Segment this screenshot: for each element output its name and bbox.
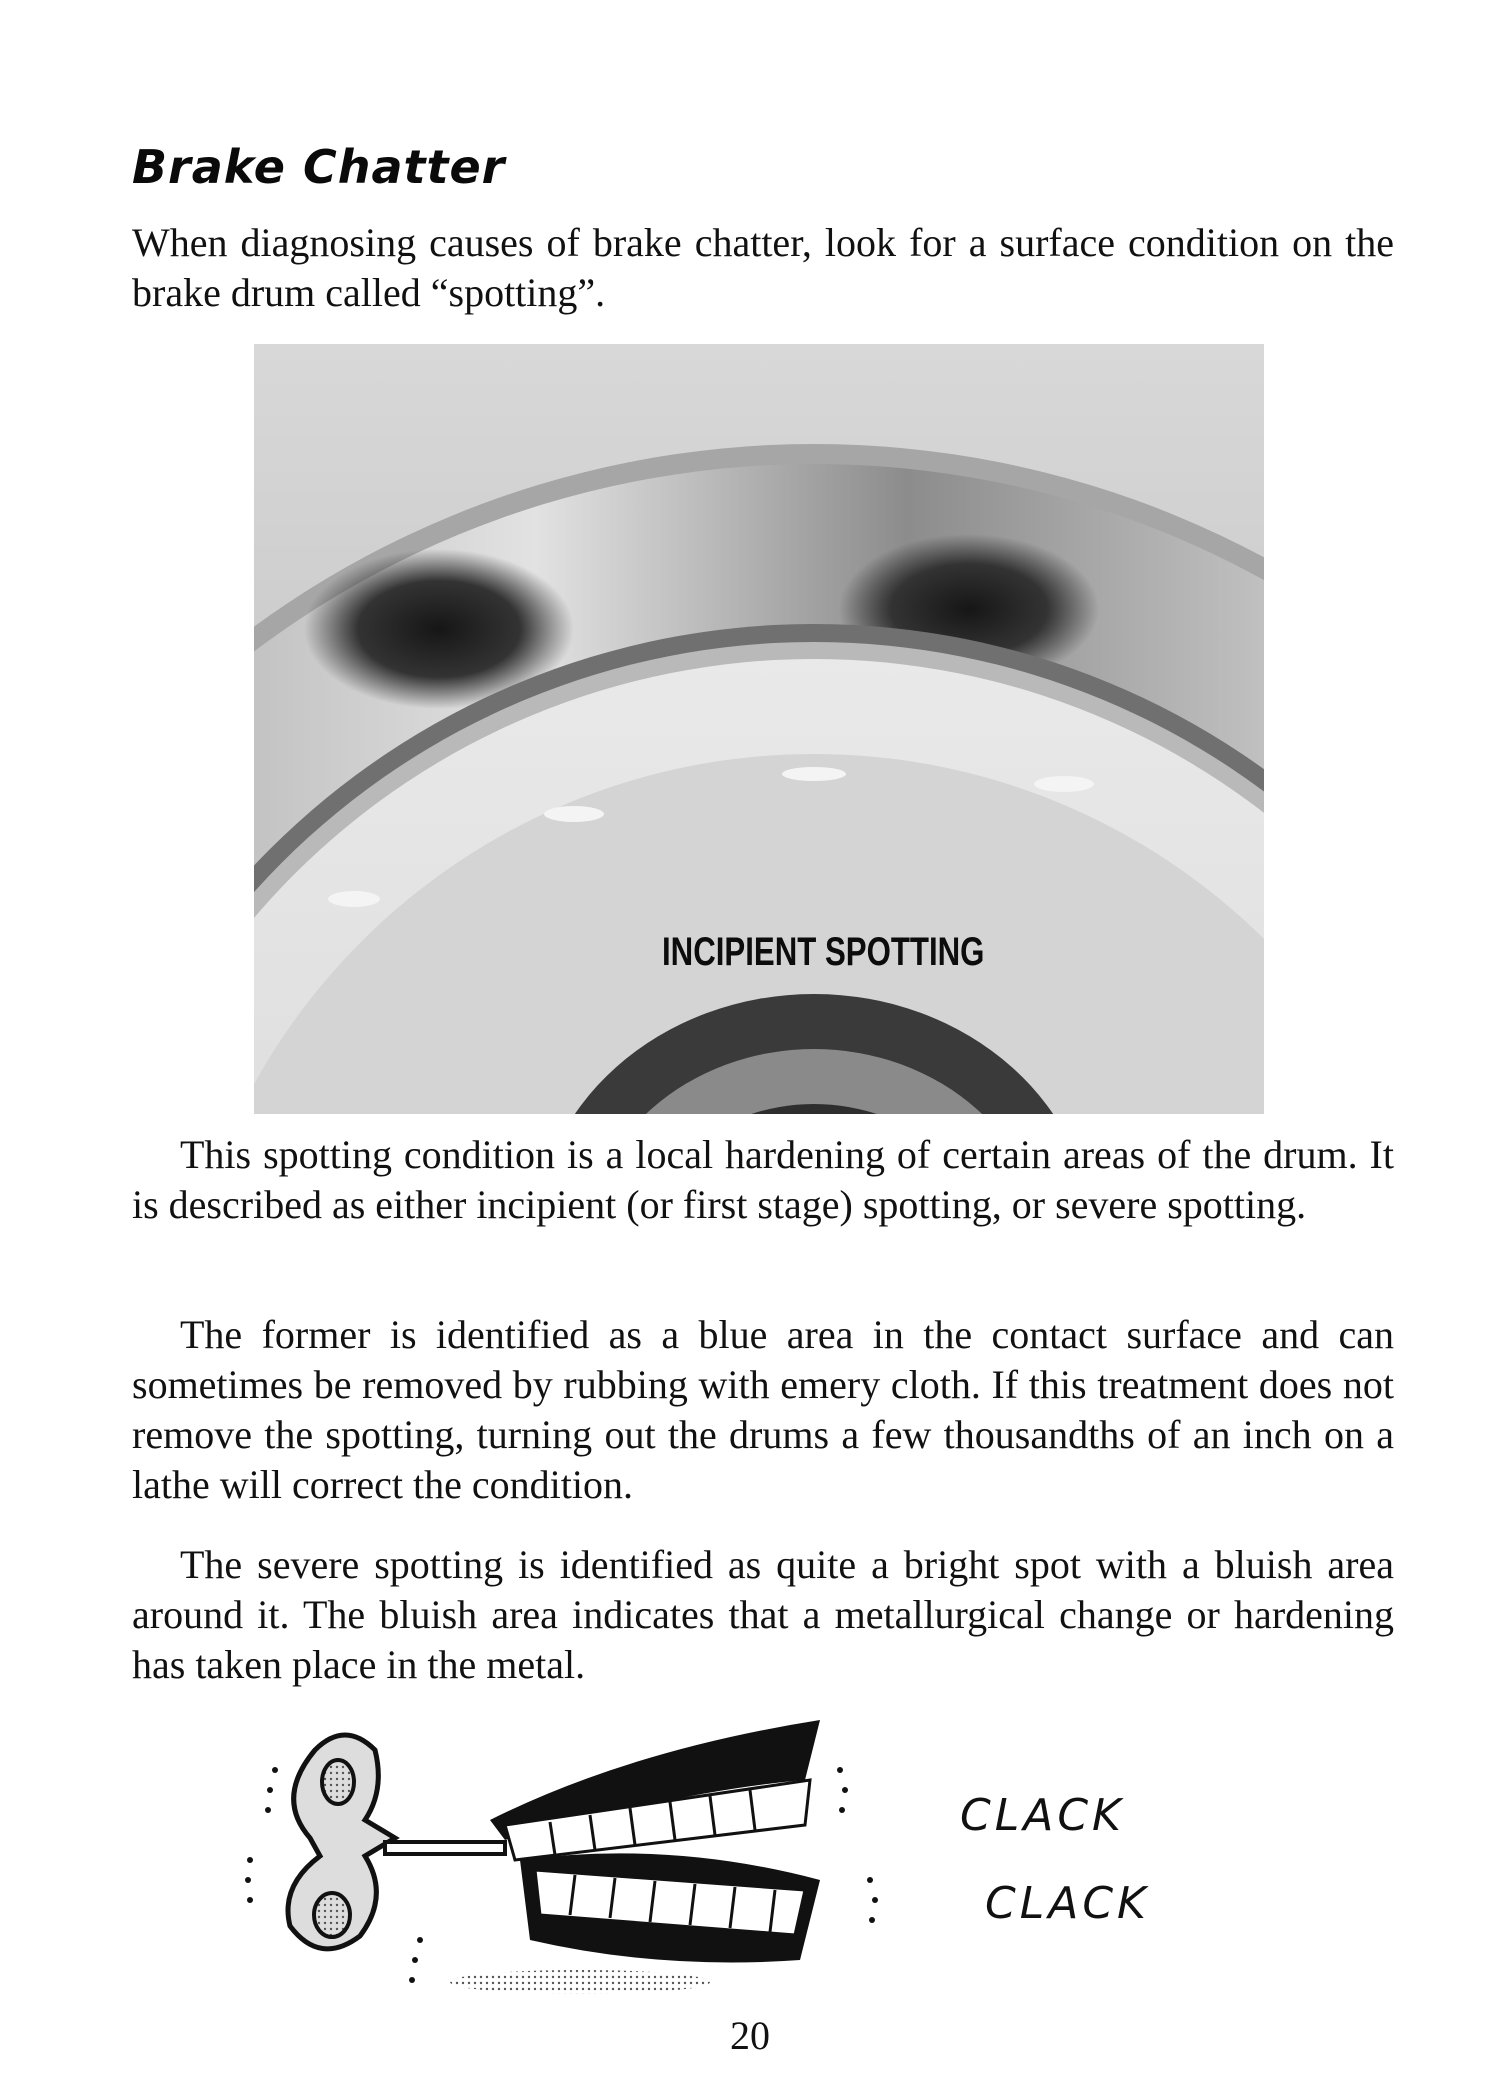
wind-up-teeth-cartoon bbox=[220, 1710, 920, 2000]
section-heading: Brake Chatter bbox=[132, 140, 506, 194]
clack-sound-text-2: CLACK bbox=[985, 1878, 1150, 1929]
paragraph-spotting-definition: This spotting condition is a local hardening of certain areas of the drum. It is described as either incipient (or first stage) spotting, or severe spotting. bbox=[132, 1132, 1394, 1227]
figure-label: INCIPIENT SPOTTING bbox=[662, 930, 985, 974]
page-number: 20 bbox=[730, 2013, 770, 2058]
intro-paragraph: When diagnosing causes of brake chatter, look for a surface condition on the brake drum called “spotting”. bbox=[132, 220, 1394, 315]
clack-sound-text-1: CLACK bbox=[960, 1790, 1125, 1841]
wind-up-key-icon bbox=[288, 1735, 505, 1949]
paragraph-severe-spotting: The severe spotting is identified as quite a bright spot with a bluish area around it. The bluish area indicates that a metallurgical change or hardening has taken place in the metal. bbox=[132, 1542, 1394, 1687]
chattering-teeth-icon bbox=[490, 1720, 820, 1963]
paragraph-incipient-spotting: The former is identified as a blue area in the contact surface and can sometimes be removed by rubbing with emery cloth. If this treatment does not remove the spotting, turning out the drums a few thousandths of an inch on a lathe will correct the condition. bbox=[132, 1312, 1394, 1507]
brake-drum-photo bbox=[254, 344, 1264, 1114]
